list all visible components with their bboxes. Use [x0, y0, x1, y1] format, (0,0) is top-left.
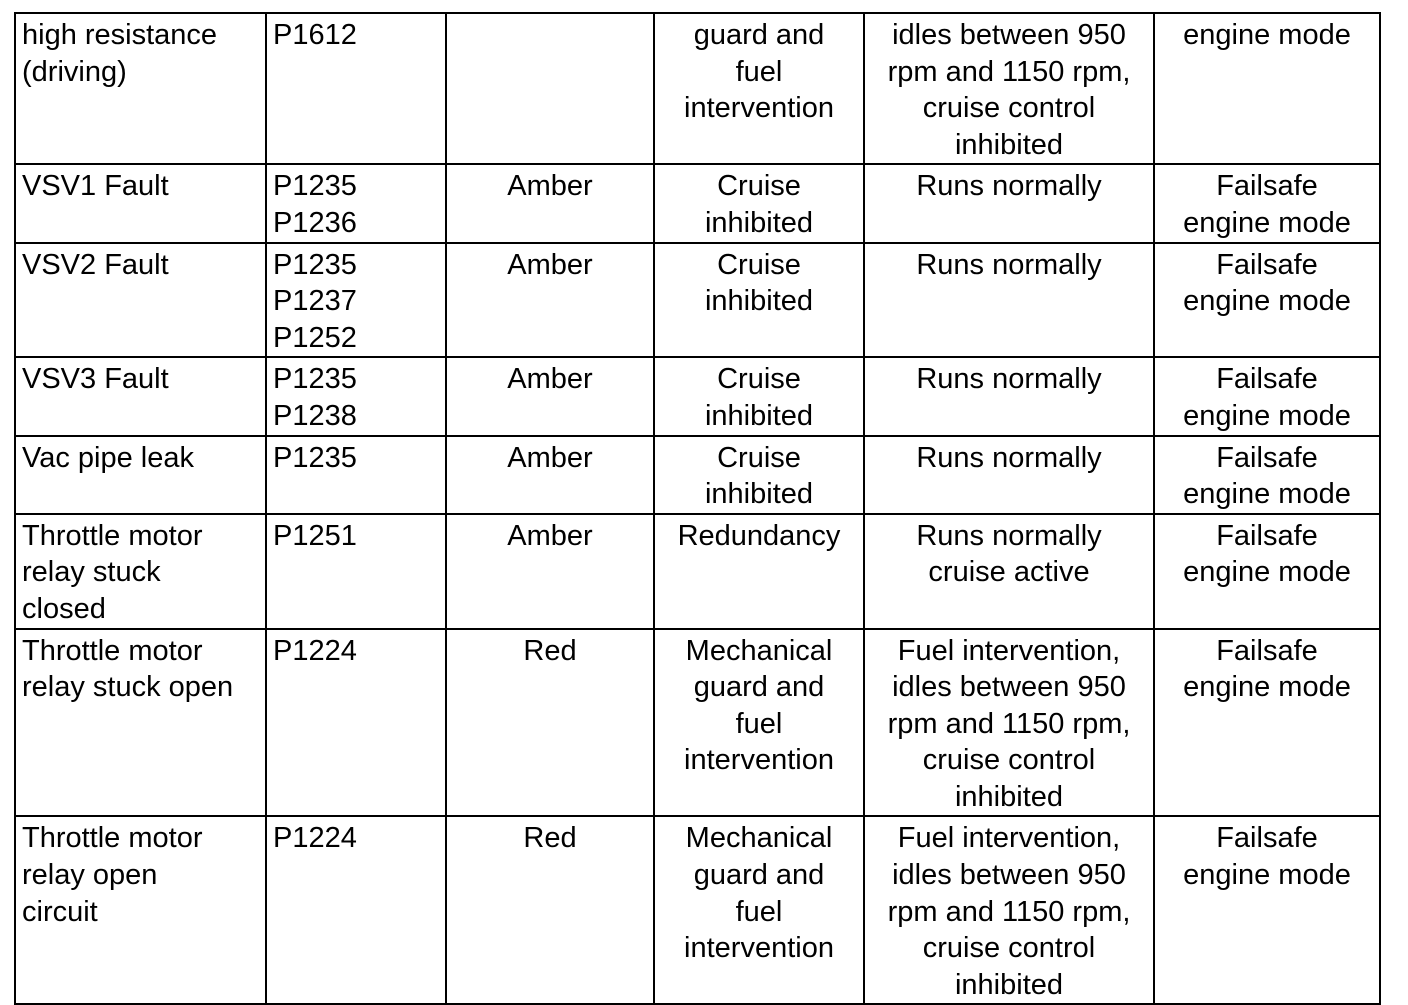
warning-lamp-cell: [446, 357, 654, 435]
safety-action-line: fuel: [735, 55, 783, 88]
safety-action-cell: [654, 243, 864, 358]
engine-mode-line: engine mode: [1183, 399, 1351, 432]
table-row: [15, 629, 1380, 817]
engine-mode-cell: [1154, 164, 1380, 242]
vehicle-behaviour-cell: [864, 357, 1154, 435]
warning-lamp-line: Amber: [507, 248, 593, 281]
warning-lamp-cell: [446, 13, 654, 164]
engine-mode-line: Failsafe: [1216, 248, 1318, 281]
warning-lamp-cell: [446, 243, 654, 358]
table-row: [15, 816, 1380, 1004]
vehicle-behaviour-cell: [864, 164, 1154, 242]
fault-code-cell: [266, 243, 446, 358]
safety-action-cell: [654, 436, 864, 514]
warning-lamp-cell: [446, 436, 654, 514]
fault-description-line: VSV1 Fault: [22, 170, 169, 203]
fault-description-cell: [15, 13, 266, 164]
fault-code-cell: [266, 816, 446, 1004]
fault-description-cell: [15, 243, 266, 358]
warning-lamp-cell: [446, 816, 654, 1004]
vehicle-behaviour-line: cruise control: [922, 92, 1096, 125]
fault-code-line: P1224: [273, 634, 357, 667]
fault-description-line: VSV3 Fault: [22, 363, 169, 396]
safety-action-cell: [654, 514, 864, 629]
vehicle-behaviour-cell: [864, 436, 1154, 514]
safety-action-line: fuel: [735, 707, 783, 740]
engine-mode-line: Failsafe: [1216, 519, 1318, 552]
engine-mode-line: engine mode: [1183, 285, 1351, 318]
vehicle-behaviour-cell: [864, 514, 1154, 629]
fault-description-line: circuit: [22, 895, 98, 928]
engine-mode-cell: [1154, 357, 1380, 435]
safety-action-line: Mechanical: [685, 634, 833, 667]
warning-lamp-line: Amber: [507, 441, 593, 474]
vehicle-behaviour-cell: [864, 629, 1154, 817]
fault-code-cell: [266, 357, 446, 435]
fault-description-cell: [15, 436, 266, 514]
table-row: [15, 164, 1380, 242]
warning-lamp-cell: [446, 164, 654, 242]
warning-lamp-line: Amber: [507, 363, 593, 396]
safety-action-line: inhibited: [704, 399, 814, 432]
engine-mode-line: Failsafe: [1216, 634, 1318, 667]
fault-code-line: P1237: [273, 285, 357, 318]
safety-action-cell: [654, 13, 864, 164]
fault-code-line: P1235: [273, 363, 357, 396]
safety-action-line: guard and: [693, 19, 825, 51]
vehicle-behaviour-cell: [864, 13, 1154, 164]
engine-mode-line: Failsafe: [1216, 441, 1318, 474]
vehicle-behaviour-line: idles between 950: [892, 859, 1126, 892]
fault-code-line: P1235: [273, 441, 357, 474]
safety-action-line: intervention: [684, 932, 834, 965]
warning-lamp-line: Red: [523, 634, 577, 667]
fault-diagnostics-table: [14, 12, 1381, 1005]
vehicle-behaviour-line: rpm and 1150 rpm,: [887, 55, 1131, 88]
safety-action-line: guard and: [693, 671, 825, 704]
fault-code-cell: [266, 13, 446, 164]
vehicle-behaviour-line: Runs normally: [916, 441, 1102, 474]
vehicle-behaviour-cell: [864, 816, 1154, 1004]
vehicle-behaviour-line: Runs normally: [916, 170, 1102, 203]
engine-mode-cell: [1154, 13, 1380, 164]
vehicle-behaviour-line: Fuel intervention,: [897, 634, 1121, 667]
safety-action-line: Cruise: [717, 170, 801, 203]
fault-code-line: P1224: [273, 822, 357, 855]
engine-mode-cell: [1154, 629, 1380, 817]
fault-description-cell: [15, 357, 266, 435]
safety-action-cell: [654, 164, 864, 242]
engine-mode-line: engine mode: [1183, 556, 1351, 589]
warning-lamp-line: Red: [523, 822, 577, 855]
warning-lamp-cell: [446, 629, 654, 817]
table-row: [15, 514, 1380, 629]
fault-description-cell: [15, 816, 266, 1004]
vehicle-behaviour-cell: [864, 243, 1154, 358]
vehicle-behaviour-line: inhibited: [954, 780, 1064, 813]
vehicle-behaviour-line: cruise control: [922, 744, 1096, 777]
fault-description-line: Throttle motor: [22, 822, 203, 855]
safety-action-line: intervention: [684, 92, 834, 125]
vehicle-behaviour-line: inhibited: [954, 968, 1064, 1001]
safety-action-line: inhibited: [704, 206, 814, 239]
safety-action-cell: [654, 629, 864, 817]
table-row: [15, 13, 1380, 164]
fault-description-line: Throttle motor: [22, 519, 203, 552]
safety-action-cell: [654, 816, 864, 1004]
vehicle-behaviour-line: idles between 950: [892, 671, 1126, 704]
fault-code-line: P1251: [273, 519, 357, 552]
safety-action-line: intervention: [684, 744, 834, 777]
safety-action-line: Cruise: [717, 441, 801, 474]
fault-description-line: relay stuck: [22, 556, 161, 589]
fault-code-line: P1612: [273, 19, 357, 51]
fault-description-line: closed: [22, 592, 106, 625]
engine-mode-line: engine mode: [1183, 671, 1351, 704]
safety-action-line: Redundancy: [677, 519, 841, 552]
fault-description-line: (driving): [22, 55, 127, 88]
fault-code-cell: [266, 514, 446, 629]
vehicle-behaviour-line: Fuel intervention,: [897, 822, 1121, 855]
table-body: [15, 13, 1380, 1004]
warning-lamp-cell: [446, 514, 654, 629]
fault-code-cell: [266, 436, 446, 514]
engine-mode-line: Failsafe: [1216, 822, 1318, 855]
fault-description-line: Throttle motor: [22, 634, 203, 667]
engine-mode-cell: [1154, 816, 1380, 1004]
table-row: [15, 436, 1380, 514]
vehicle-behaviour-line: cruise active: [928, 556, 1090, 589]
vehicle-behaviour-line: Runs normally: [916, 363, 1102, 396]
engine-mode-line: engine mode: [1183, 859, 1351, 892]
fault-code-line: P1238: [273, 399, 357, 432]
fault-code-line: P1236: [273, 206, 357, 239]
fault-description-line: Vac pipe leak: [22, 441, 194, 474]
engine-mode-line: Failsafe: [1216, 170, 1318, 203]
engine-mode-line: engine mode: [1183, 206, 1351, 239]
fault-code-cell: [266, 629, 446, 817]
vehicle-behaviour-line: Runs normally: [916, 519, 1102, 552]
vehicle-behaviour-line: rpm and 1150 rpm,: [887, 895, 1131, 928]
fault-description-line: relay open: [22, 859, 158, 892]
fault-description-cell: [15, 164, 266, 242]
fault-code-line: P1235: [273, 170, 357, 203]
engine-mode-line: engine mode: [1183, 478, 1351, 511]
safety-action-line: Cruise: [717, 248, 801, 281]
engine-mode-line: engine mode: [1183, 19, 1351, 51]
safety-action-line: inhibited: [704, 285, 814, 318]
fault-code-line: P1252: [273, 321, 357, 354]
vehicle-behaviour-line: inhibited: [954, 128, 1064, 161]
vehicle-behaviour-line: idles between 950: [892, 19, 1126, 51]
fault-description-line: VSV2 Fault: [22, 248, 169, 281]
engine-mode-cell: [1154, 436, 1380, 514]
safety-action-line: inhibited: [704, 478, 814, 511]
engine-mode-cell: [1154, 243, 1380, 358]
fault-code-line: P1235: [273, 248, 357, 281]
fault-description-line: relay stuck open: [22, 671, 234, 704]
safety-action-cell: [654, 357, 864, 435]
fault-description-cell: [15, 629, 266, 817]
fault-description-line: high resistance: [22, 19, 218, 51]
fault-description-cell: [15, 514, 266, 629]
safety-action-line: guard and: [693, 859, 825, 892]
safety-action-line: Mechanical: [685, 822, 833, 855]
vehicle-behaviour-line: rpm and 1150 rpm,: [887, 707, 1131, 740]
engine-mode-cell: [1154, 514, 1380, 629]
safety-action-line: fuel: [735, 895, 783, 928]
engine-mode-line: Failsafe: [1216, 363, 1318, 396]
fault-code-cell: [266, 164, 446, 242]
vehicle-behaviour-line: Runs normally: [916, 248, 1102, 281]
warning-lamp-line: Amber: [507, 519, 593, 552]
warning-lamp-line: Amber: [507, 170, 593, 203]
table-row: [15, 357, 1380, 435]
safety-action-line: Cruise: [717, 363, 801, 396]
table-row: [15, 243, 1380, 358]
vehicle-behaviour-line: cruise control: [922, 932, 1096, 965]
